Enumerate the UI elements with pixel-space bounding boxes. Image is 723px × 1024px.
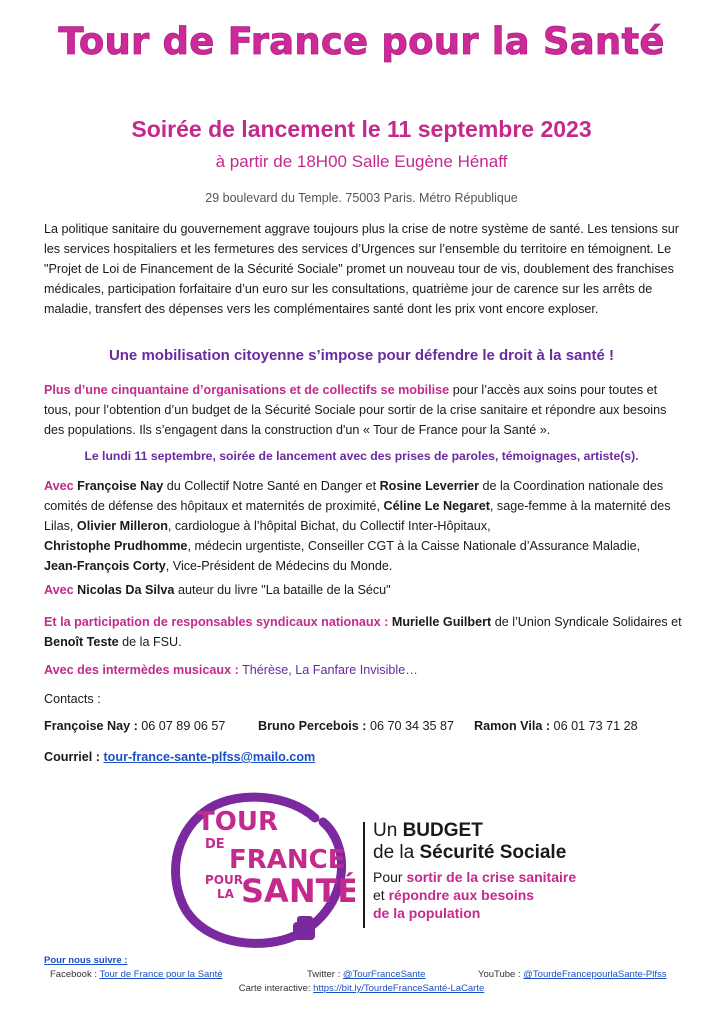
logo-text: FRANCE [229,845,346,875]
slogan-text: sortir de la crise sanitaire [406,869,577,885]
email-link[interactable]: tour-france-sante-plfss@mailo.com [103,750,316,764]
mobilisation-heading: Une mobilisation citoyenne s’impose pour défendre le droit à la santé ! [108,347,615,364]
twitter-label: Twitter : [307,969,343,980]
speaker-name: Françoise Nay [77,479,164,493]
mobilisation-text: pour l’accès aux soins pour toutes et tous, pour l’obtention d’un budget de la Sécurité Sociale pour sortir de la crise sanitaire et répondre aux besoins des populations. Ils s’engagent dans la construction d'un « Tour de France pour la Santé ». [44,383,667,437]
lundi-line: Le lundi 11 septembre, soirée de lancement avec des prises de paroles, témoignages, artiste(s). [84,449,639,463]
speaker-text: de la Coordination nationale des comités de défense des hôpitaux et maternités de proximité, [44,479,664,513]
slogan-text: Sécurité Sociale [419,842,567,863]
event-address: 29 boulevard du Temple. 75003 Paris. Métro République [205,191,518,205]
contact-phone: 06 01 73 71 28 [550,719,638,733]
speaker-name: Céline Le Negaret [383,499,490,513]
slogan-line [373,868,576,886]
contact-1 [44,719,225,733]
avec-lead: Avec [44,583,74,597]
music-paragraph [44,660,684,680]
music-lead: Avec des intermèdes musicaux : [44,663,239,677]
union-rep-name: Benoît Teste [44,635,119,649]
slogan-text: Pour [373,869,407,885]
unions-paragraph [44,612,684,652]
youtube-link[interactable]: @TourdeFrancepourlaSante-Plfss [523,969,667,980]
email-label: Courriel : [44,750,100,764]
logo-text: DE [205,837,225,852]
mobilisation-paragraph [44,380,684,440]
logo-text: LA [217,887,234,901]
slogan-line: de la population [373,905,481,921]
slogan-divider [363,822,365,928]
contact-3 [474,719,638,733]
unions-lead: Et la participation de responsables syndicaux nationaux : [44,615,389,629]
union-rep-text: de la FSU. [118,635,182,649]
speaker-name: Rosine Leverrier [379,479,479,493]
speaker-text: , médecin urgentiste, Conseiller CGT à la Caisse Nationale d’Assurance Maladie, [187,539,641,553]
facebook-row [50,969,223,980]
slogan-line [373,820,576,842]
event-time-venue: à partir de 18H00 Salle Eugène Hénaff [215,152,508,171]
author-name: Nicolas Da Silva [77,583,175,597]
contacts-label: Contacts : [44,692,101,706]
slogan-text: répondre aux besoins [388,887,535,903]
logo-circle-icon [165,790,355,950]
speaker-name: Olivier Milleron [76,519,168,533]
twitter-link[interactable]: @TourFranceSante [342,969,426,980]
slogan-line [373,842,576,864]
slogan-text: BUDGET [402,820,483,841]
speaker-text: du Collectif Notre Santé en Danger et [163,479,380,493]
twitter-row [307,969,425,980]
youtube-label: YouTube : [478,969,524,980]
page-title: Tour de France pour la Santé [58,20,665,63]
slogan-text: Un [373,820,403,841]
facebook-link[interactable]: Tour de France pour la Santé [99,969,223,980]
logo-text: TOUR [197,807,278,837]
logo-text: POUR [205,873,243,887]
follow-label: Pour nous suivre : [44,955,128,966]
contact-phone: 06 70 34 35 87 [366,719,455,733]
facebook-label: Facebook : [50,969,100,980]
music-text: Thérèse, La Fanfare Invisible… [238,663,418,677]
speaker-text: , cardiologue à l’hôpital Bichat, du Collectif Inter-Hôpitaux, [167,519,491,533]
speakers-paragraph [44,476,684,576]
event-subtitle: Soirée de lancement le 11 septembre 2023 [131,116,592,142]
mobilisation-lead: Plus d’une cinquantaine d’organisations et de collectifs se mobilise [44,383,450,397]
slogan-text: de la [373,842,420,863]
contact-phone: 06 07 89 06 57 [137,719,226,733]
speaker-name: Jean-François Corty [44,559,166,573]
contact-name: Françoise Nay : [44,719,138,733]
logo-text: SANTÉ [241,872,355,910]
email-row [44,747,684,767]
youtube-row [478,969,667,980]
union-rep-text: de l’Union Syndicale Solidaires et [491,615,682,629]
raised-fist-icon [293,916,315,940]
author-paragraph [44,580,684,600]
slogan-line [373,886,576,904]
speaker-text: , sage-femme à la maternité des Lilas, [44,499,671,533]
slogan-text: et [373,887,389,903]
contact-name: Ramon Vila : [474,719,551,733]
speaker-text: , Vice-Président de Médecins du Monde. [165,559,393,573]
union-rep-name: Murielle Guilbert [391,615,492,629]
contact-2 [258,719,454,733]
map-label: Carte interactive: [238,983,314,994]
slogan-block [373,820,576,922]
tour-de-france-logo [165,790,355,950]
map-row [0,983,723,994]
contact-name: Bruno Percebois : [258,719,367,733]
map-link[interactable]: https://bit.ly/TourdeFranceSanté-LaCarte [313,983,485,994]
author-text: auteur du livre "La bataille de la Sécu" [174,583,391,597]
speaker-name: Christophe Prudhomme [44,539,188,553]
intro-paragraph: La politique sanitaire du gouvernement aggrave toujours plus la crise de notre système de santé. Les tensions sur les services hospitaliers et les fermetures des services d’Urgences sur l’ensemble du territoire en témoignent. Le "Projet de Loi de Financement de la Sécurité Sociale" promet un nouveau tour de vis, doublement des franchises médicales, participation forfaitaire d’un euro sur les consultations, quatrième jour de carence sur les arrêts de maladie, transfert des dépenses vers les complémentaires santé dont les prix vont encore exploser. [44,222,679,316]
avec-lead: Avec [44,479,74,493]
